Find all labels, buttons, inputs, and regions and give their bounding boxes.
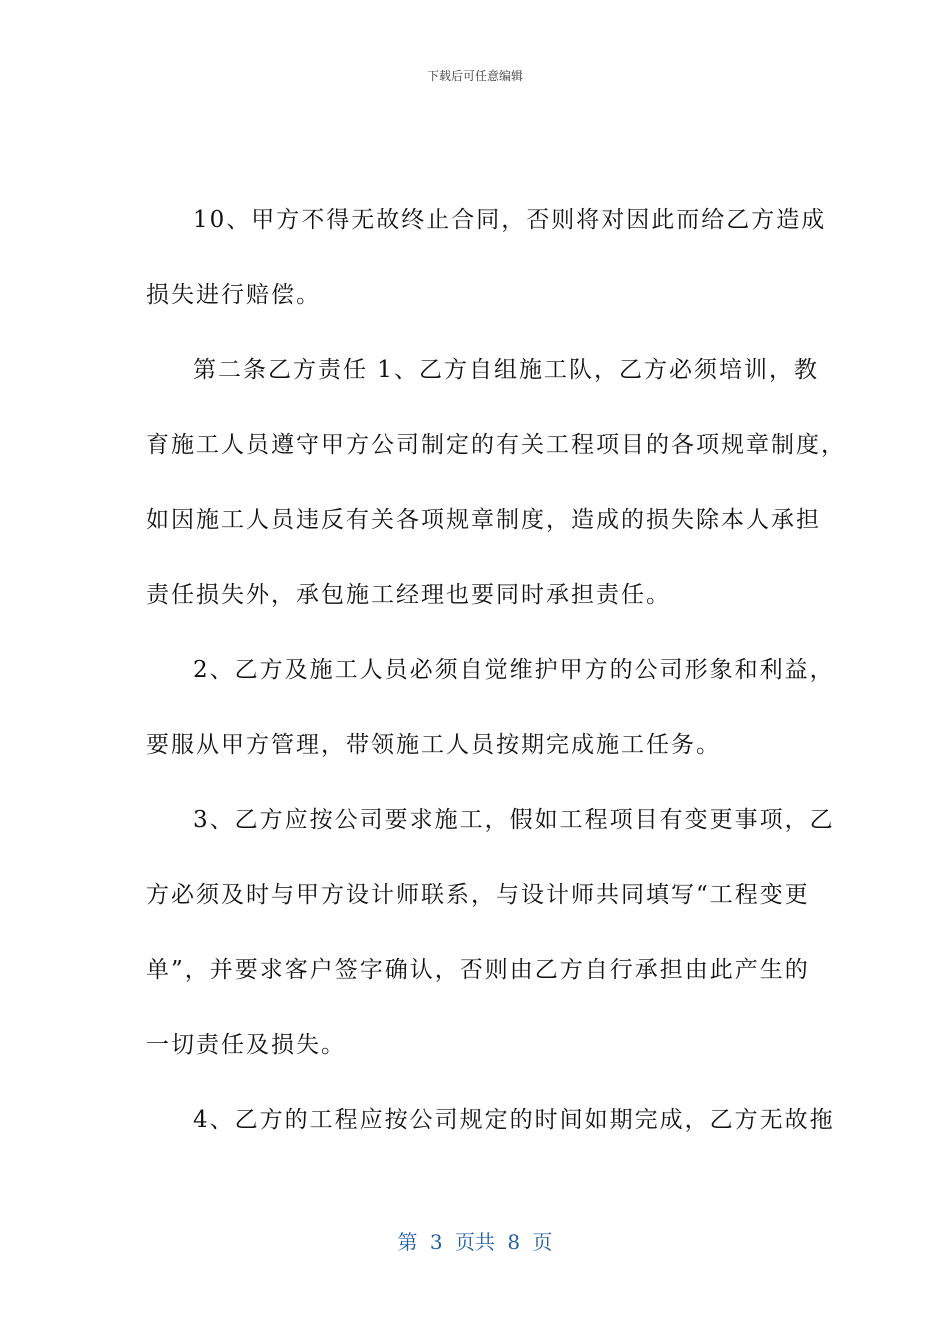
- header-note: 下载后可任意编辑: [426, 69, 523, 83]
- text-line: 如因施工人员违反有关各项规章制度，造成的损失除本人承担: [146, 507, 821, 533]
- text-line: 4、乙方的工程应按公司规定的时间如期完成，乙方无故拖: [193, 1107, 835, 1133]
- text-line: 单”，并要求客户签字确认，否则由乙方自行承担由此产生的: [146, 957, 810, 983]
- text-line: 要服从甲方管理，带领施工人员按期完成施工任务。: [146, 732, 721, 758]
- text-line: 10、甲方不得无故终止合同，否则将对因此而给乙方造成: [193, 207, 827, 233]
- text-line: 方必须及时与甲方设计师联系，与设计师共同填写“工程变更: [146, 882, 810, 908]
- page-number: 第 3 页共 8 页: [397, 1230, 553, 1254]
- text-line: 损失进行赔偿。: [146, 282, 321, 308]
- text-line: 育施工人员遵守甲方公司制定的有关工程项目的各项规章制度，: [146, 432, 846, 458]
- text-line: 3、乙方应按公司要求施工，假如工程项目有变更事项，乙: [193, 807, 835, 833]
- text-line: 责任损失外，承包施工经理也要同时承担责任。: [146, 582, 671, 608]
- text-line: 第二条乙方责任 1、乙方自组施工队，乙方必须培训，教: [193, 357, 819, 383]
- text-line: 2、乙方及施工人员必须自觉维护甲方的公司形象和利益，: [193, 657, 835, 683]
- text-line: 一切责任及损失。: [146, 1032, 346, 1058]
